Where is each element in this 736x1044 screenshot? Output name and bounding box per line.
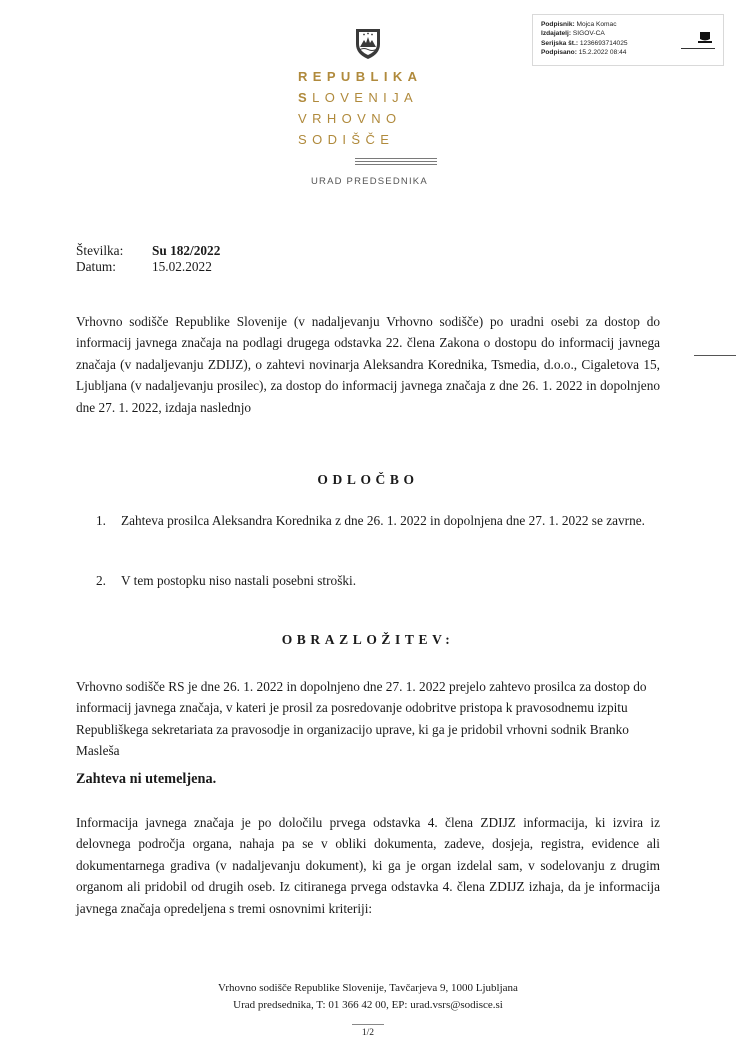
header-sodisce: SODIŠČE [298,132,395,147]
signature-seal-icon [697,31,713,45]
information-paragraph: Informacija javnega značaja je po določilu prvega odstavka 4. člena ZDIJZ informacija, ki izvira iz delovnega področja organa, nahaja pa se v obliki dokumenta, zadeve, dosjeja, registra, evidence ali dokumentarnega gradiva (v nadaljevanju dokument), ki ga je organ izdelal sam, v sodelovanju z drugim organom ali pridobil od drugih oseb. Iz citiranega prvega odstavka 4. člena ZDIJZ izhaja, da je informacija javnega značaja opredeljena s tremi osnovnimi kriteriji: [76,815,660,916]
signature-line [681,48,715,49]
date-row: Datum: 15.02.2022 [76,259,212,274]
footer-contact: Urad predsednika, T: 01 366 42 00, EP: urad.vsrs@sodisce.si [233,999,503,1011]
reasoning-subheading: Zahteva ni utemeljena. [76,771,217,787]
margin-fold-mark [694,355,736,356]
header-decorative-lines [355,158,437,170]
document-date: 15.02.2022 [152,259,212,274]
office-name: URAD PREDSEDNIKA [311,176,428,187]
page-number: 1/2 [361,1028,375,1038]
header-republika: REPUBLIKA [298,69,423,84]
coat-of-arms-icon [355,28,381,60]
reasoning-paragraph: Vrhovno sodišče RS je dne 26. 1. 2022 in dopolnjeno dne 27. 1. 2022 prejelo zahtevo prosilca za dostop do informacij javnega značaja, v kateri je prosil za posredovanje odobritve pristopa k pravosodnemu izpitu Republiškega sekretariata za pravosodje in organizacijo uprave, ki ga je pridobil vrhovni sodnik Branko Masleša [76,679,647,759]
decision-item: 2. V tem postopku niso nastali posebni stroški. [96,573,357,588]
case-number: Su 182/2022 [152,243,221,258]
footer-address: Vrhovno sodišče Republike Slovenije, Tavčarjeva 9, 1000 Ljubljana [218,982,518,994]
reasoning-heading: OBRAZLOŽITEV: [281,632,455,647]
intro-paragraph: Vrhovno sodišče Republike Slovenije (v nadaljevanju Vrhovno sodišče) po uradni osebi za dostop do informacij javnega značaja na podlagi drugega odstavka 22. člena Zakona o dostopu do informacij javnega značaja (v nadaljevanju ZDIJZ), o zahtevi novinarja Aleksandra Korednika, Tsmedia, d.o.o., Cigaletova 15, Ljubljana (v nadaljevanju prosilec), za dostop do informacij javnega značaja z dne 26. 1. 2022 in dopolnjeno dne 27. 1. 2022, izdaja naslednjo [76,314,660,415]
signature-issuer: Izdajatelj: SIGOV-CA [541,30,605,38]
decision-heading: ODLOČBO [317,472,419,487]
page-number-divider [352,1024,384,1025]
institution-header [298,66,440,150]
signature-serial: Serijska št.: 1236693714025 [541,39,628,47]
document-meta [76,243,220,275]
decision-item: 1. Zahteva prosilca Aleksandra Korednika z dne 26. 1. 2022 in dopolnjena dne 27. 1. 2022 se zavrne. [96,513,645,528]
case-number-row: Številka: Su 182/2022 [76,243,221,258]
header-vrhovno: VRHOVNO [298,111,402,126]
signature-signer: Podpisnik: Mojca Komac [541,21,617,28]
signature-date: Podpisano: 15.2.2022 08:44 [541,49,627,57]
digital-signature-box [532,14,724,66]
page-footer [0,980,736,1014]
header-slovenija: SLOVENIJA [298,90,419,105]
